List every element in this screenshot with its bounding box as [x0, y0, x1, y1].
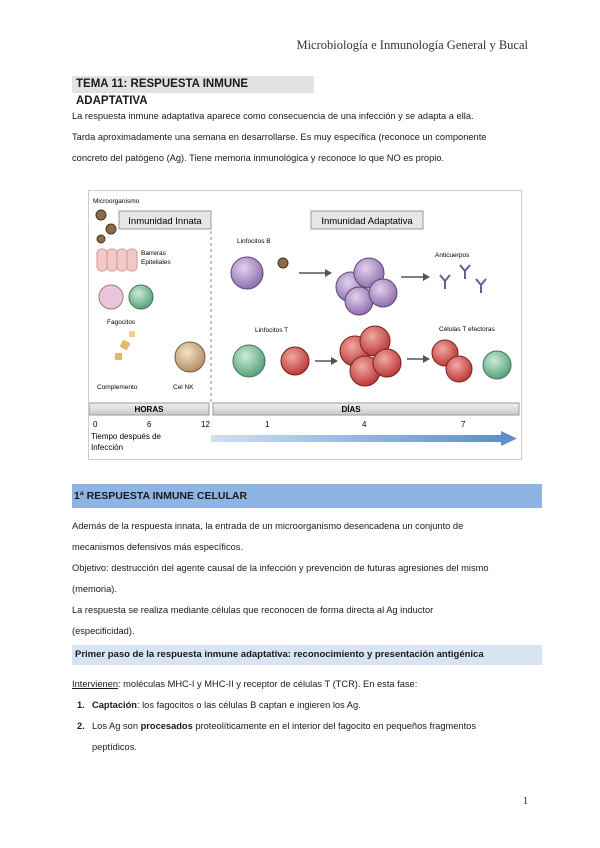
microorganism-icon: [96, 210, 116, 243]
list-text: : los fagocitos o las células B captan e ingieren los Ag.: [136, 700, 361, 710]
body-line: La respuesta se realiza mediante células que reconocen de forma directa al Ag inductor: [72, 605, 434, 615]
list-term: procesados: [140, 721, 193, 731]
intervienen-label: Intervienen: [72, 679, 118, 689]
list-item: [72, 695, 528, 716]
section-heading: 1ª RESPUESTA INMUNE CELULAR: [72, 484, 542, 508]
page-title: TEMA 11: RESPUESTA INMUNE ADAPTATIVA: [72, 76, 314, 93]
phagocyte-icon: [129, 285, 153, 309]
intervienen-line: [72, 674, 528, 695]
apc-icon: [233, 345, 265, 377]
t-cells-label: Linfocitos T: [255, 327, 289, 334]
body-line: (memoria).: [72, 584, 117, 594]
arrow-icon: [331, 357, 338, 365]
phagocytes-label: Fagocitos: [107, 319, 136, 326]
content-list: [72, 674, 528, 758]
time-arrow: [211, 435, 503, 442]
barriers-label-1: Barreras: [141, 250, 166, 257]
time-tick: 1: [265, 420, 270, 429]
time-tick: 7: [461, 420, 466, 429]
running-header: Microbiología e Inmunología General y Bucal: [296, 38, 528, 52]
immune-response-figure: [88, 190, 522, 460]
list-term: Captación: [92, 700, 137, 710]
arrow-icon: [423, 355, 430, 363]
time-tick: 6: [147, 420, 152, 429]
nk-cell-icon: [175, 342, 205, 372]
time-tick: 0: [93, 420, 98, 429]
time-tick: 12: [201, 420, 210, 429]
list-number: 1.: [77, 700, 85, 710]
t-cell-icon: [446, 356, 472, 382]
b-cells-label: Linfocitos B: [237, 238, 271, 245]
body-line: Además de la respuesta innata, la entrada de un microorganismo desencadena un conjunto de: [72, 521, 464, 531]
barriers-label-2: Epiteliales: [141, 259, 171, 266]
body-paragraphs: [72, 516, 528, 642]
intro-line: La respuesta inmune adaptativa aparece como consecuencia de una infección y se adapta a ella.: [72, 111, 474, 121]
innate-title: Inmunidad Innata: [128, 216, 202, 227]
b-cell-icon: [231, 257, 263, 289]
subsection-heading: Primer paso de la respuesta inmune adaptativa: reconocimiento y presentación antigénica: [72, 645, 542, 665]
target-cell-icon: [483, 351, 511, 379]
t-cell-icon: [281, 347, 309, 375]
list-text: proteolíticamente en el interior del fagocito en pequeños fragmentos: [192, 721, 476, 731]
intro-paragraph: [72, 106, 528, 169]
hours-label: HORAS: [134, 405, 164, 414]
figure-svg: [89, 191, 521, 459]
body-line: (especificidad).: [72, 626, 135, 636]
antigen-icon: [278, 258, 288, 268]
effector-t-label: Células T efectoras: [439, 326, 495, 333]
list-item-continuation: peptídicos.: [92, 742, 137, 752]
t-cell-icon: [373, 349, 401, 377]
arrow-icon: [423, 273, 430, 281]
intro-line: Tarda aproximadamente una semana en desarrollarse. Es muy específica (reconoce un componente: [72, 132, 487, 142]
body-line: Objetivo: destrucción del agente causal de la infección y prevención de futuras agresiones del mismo: [72, 563, 489, 573]
page-number: 1: [523, 796, 528, 807]
b-cell-icon: [369, 279, 397, 307]
nk-label: Cel NK: [173, 384, 194, 391]
arrow-icon: [325, 269, 332, 277]
antibodies-label: Anticuerpos: [435, 252, 470, 259]
days-band: [213, 403, 519, 415]
time-axis-label: Infección: [91, 443, 124, 452]
adaptive-title: Inmunidad Adaptativa: [321, 216, 413, 227]
complement-icon: [115, 331, 135, 360]
list-number: 2.: [77, 721, 85, 731]
intervienen-text: : moléculas MHC-I y MHC-II y receptor de células T (TCR). En esta fase:: [118, 679, 418, 689]
microorganism-label: Microorganismo: [93, 198, 140, 205]
list-pre: Los Ag son: [92, 721, 141, 731]
time-arrow-head: [501, 431, 517, 446]
body-line: mecanismos defensivos más específicos.: [72, 542, 244, 552]
phagocyte-icon: [99, 285, 123, 309]
complement-label: Complemento: [97, 384, 138, 391]
antibody-icon: [440, 265, 486, 293]
time-tick: 4: [362, 420, 367, 429]
time-axis-label: Tiempo después de: [91, 432, 161, 441]
list-item: [72, 716, 528, 737]
epithelial-barrier-icon: [97, 249, 137, 271]
days-label: DÍAS: [341, 405, 361, 414]
intro-line: concreto del patógeno (Ag). Tiene memoria inmunológica y reconoce lo que NO es propio.: [72, 153, 445, 163]
